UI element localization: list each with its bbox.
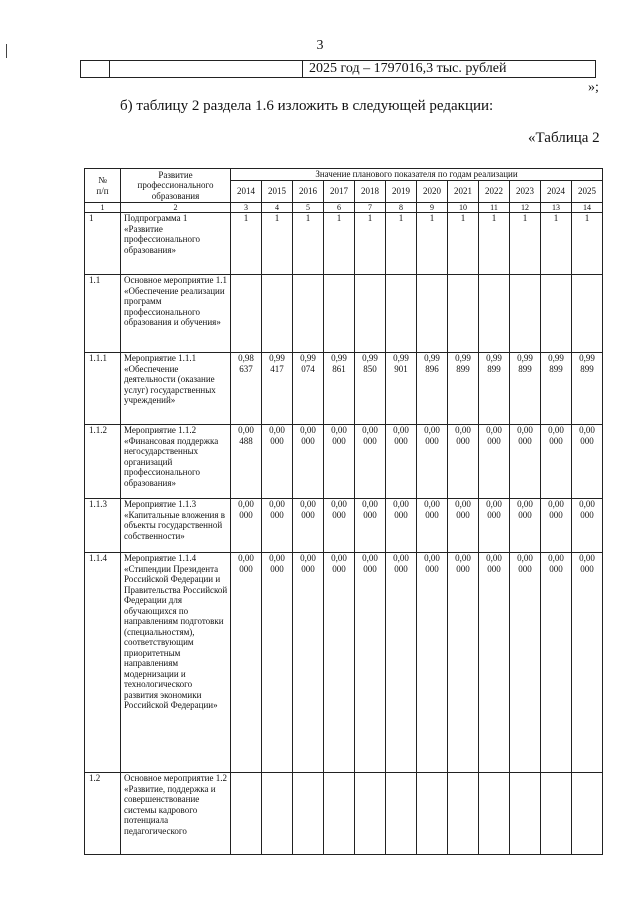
row-value: 0,00 000: [231, 553, 262, 773]
row-value: [479, 275, 510, 353]
column-index: 7: [355, 203, 386, 213]
row-value: 1: [510, 213, 541, 275]
row-value: [448, 275, 479, 353]
row-value: 0,00 000: [262, 553, 293, 773]
amendment-paragraph: б) таблицу 2 раздела 1.6 изложить в следующей редакции:: [120, 98, 494, 114]
row-number: 1.1.2: [85, 425, 121, 499]
row-number: 1.1: [85, 275, 121, 353]
header-year: 2015: [262, 181, 293, 203]
row-value: 0,00 000: [479, 499, 510, 553]
row-value: [231, 773, 262, 855]
row-value: 0,00 000: [293, 425, 324, 499]
row-value: 0,00 000: [262, 425, 293, 499]
row-value: 0,00 000: [324, 499, 355, 553]
row-value: [355, 773, 386, 855]
table-row: [85, 499, 603, 553]
row-value: [355, 275, 386, 353]
row-number: 1.1.3: [85, 499, 121, 553]
column-index: 9: [417, 203, 448, 213]
row-value: 0,00 000: [572, 425, 603, 499]
header-year-group: Значение планового показателя по годам реализации: [231, 169, 603, 181]
row-value: 0,00 000: [572, 553, 603, 773]
previous-table-fragment: [80, 60, 596, 78]
row-value: [572, 773, 603, 855]
row-value: [324, 773, 355, 855]
row-value: 0,00 000: [231, 499, 262, 553]
row-value: 1: [541, 213, 572, 275]
column-index: 3: [231, 203, 262, 213]
row-value: 0,00 000: [324, 425, 355, 499]
header-year: 2016: [293, 181, 324, 203]
row-value: [479, 773, 510, 855]
row-value: [293, 773, 324, 855]
closing-mark: »;: [588, 80, 599, 95]
row-value: [541, 275, 572, 353]
row-value: 0,99 899: [572, 353, 603, 425]
row-value: 1: [448, 213, 479, 275]
row-value: 0,99 850: [355, 353, 386, 425]
row-name: Мероприятие 1.1.1 «Обеспечение деятельности (оказание услуг) государственных учреждений»: [121, 353, 231, 425]
row-value: 0,00 488: [231, 425, 262, 499]
row-value: [510, 275, 541, 353]
row-name: Мероприятие 1.1.2 «Финансовая поддержка негосударственных организаций профессионального образования»: [121, 425, 231, 499]
row-value: 0,00 000: [355, 553, 386, 773]
row-value: 0,00 000: [355, 425, 386, 499]
row-value: 0,00 000: [386, 499, 417, 553]
row-value: 0,00 000: [448, 425, 479, 499]
row-value: 0,98 637: [231, 353, 262, 425]
row-value: 0,99 074: [293, 353, 324, 425]
table-row: [85, 553, 603, 773]
row-number: 1.1.4: [85, 553, 121, 773]
header-name: Развитие профессионального образования: [121, 169, 231, 203]
row-value: 0,00 000: [572, 499, 603, 553]
row-name: Основное мероприятие 1.1 «Обеспечение реализации программ профессионального образования и обучения»: [121, 275, 231, 353]
row-number: 1.1.1: [85, 353, 121, 425]
header-year: 2022: [479, 181, 510, 203]
row-value: 1: [262, 213, 293, 275]
header-number: № п/п: [85, 169, 121, 203]
header-year: 2017: [324, 181, 355, 203]
row-value: 0,00 000: [417, 553, 448, 773]
row-value: [324, 275, 355, 353]
row-value: [262, 773, 293, 855]
row-value: 1: [355, 213, 386, 275]
column-index: 2: [121, 203, 231, 213]
column-index: 8: [386, 203, 417, 213]
row-value: [386, 773, 417, 855]
table-row: [85, 353, 603, 425]
row-value: 0,00 000: [479, 553, 510, 773]
column-index: 1: [85, 203, 121, 213]
column-index: 4: [262, 203, 293, 213]
row-value: 0,00 000: [293, 499, 324, 553]
row-name: Основное мероприятие 1.2 «Развитие, поддержка и совершенствование системы кадрового потенциала педагогического: [121, 773, 231, 855]
header-year: 2019: [386, 181, 417, 203]
table-label: «Таблица 2: [528, 130, 600, 146]
row-value: 1: [324, 213, 355, 275]
header-year: 2023: [510, 181, 541, 203]
table-row: [85, 773, 603, 855]
row-value: 0,99 901: [386, 353, 417, 425]
column-index: 13: [541, 203, 572, 213]
row-value: [541, 773, 572, 855]
table-row: [85, 275, 603, 353]
row-name: Мероприятие 1.1.4 «Стипендии Президента Российской Федерации и Правительства Российской Федерации для обучающихся по направлениям подготовки (специальностям), соответствующим приоритетным направлениям модернизации и технологического развития экономики Российской Федерации»: [121, 553, 231, 773]
row-value: 0,00 000: [510, 553, 541, 773]
row-value: 0,00 000: [262, 499, 293, 553]
row-value: [572, 275, 603, 353]
row-value: 0,00 000: [479, 425, 510, 499]
row-value: 1: [479, 213, 510, 275]
row-number: 1.2: [85, 773, 121, 855]
row-value: [448, 773, 479, 855]
row-value: 1: [231, 213, 262, 275]
table-row: [85, 425, 603, 499]
row-value: 0,00 000: [386, 553, 417, 773]
column-index: 10: [448, 203, 479, 213]
row-value: 0,99 899: [479, 353, 510, 425]
row-value: [386, 275, 417, 353]
row-value: 0,00 000: [417, 499, 448, 553]
column-index: 12: [510, 203, 541, 213]
fragment-cell-empty: [81, 61, 110, 78]
row-value: 0,00 000: [293, 553, 324, 773]
page-number: 3: [316, 38, 324, 53]
row-number: 1: [85, 213, 121, 275]
column-index: 6: [324, 203, 355, 213]
column-index: 11: [479, 203, 510, 213]
row-value: [417, 275, 448, 353]
header-year: 2025: [572, 181, 603, 203]
row-name: Подпрограмма 1 «Развитие профессионального образования»: [121, 213, 231, 275]
row-value: 0,00 000: [541, 499, 572, 553]
header-year: 2021: [448, 181, 479, 203]
row-value: 0,00 000: [324, 553, 355, 773]
row-value: [293, 275, 324, 353]
row-value: 1: [572, 213, 603, 275]
row-value: [262, 275, 293, 353]
header-year: 2020: [417, 181, 448, 203]
indicator-table: [84, 168, 603, 855]
row-value: 0,00 000: [448, 553, 479, 773]
row-value: 0,99 896: [417, 353, 448, 425]
row-value: 0,99 417: [262, 353, 293, 425]
row-value: 0,00 000: [541, 425, 572, 499]
row-value: 0,00 000: [386, 425, 417, 499]
row-value: 0,00 000: [510, 499, 541, 553]
column-index: 14: [572, 203, 603, 213]
row-value: 1: [293, 213, 324, 275]
row-value: 0,99 861: [324, 353, 355, 425]
row-value: 0,99 899: [510, 353, 541, 425]
header-year: 2024: [541, 181, 572, 203]
row-value: 0,00 000: [355, 499, 386, 553]
row-value: 0,00 000: [510, 425, 541, 499]
fragment-cell-empty: [110, 61, 303, 78]
fragment-cell-text: 2025 год – 1797016,3 тыс. рублей: [303, 61, 596, 78]
row-value: 0,00 000: [541, 553, 572, 773]
table-row: [85, 213, 603, 275]
margin-mark: [6, 44, 7, 58]
column-index: 5: [293, 203, 324, 213]
row-value: [231, 275, 262, 353]
row-value: 0,99 899: [541, 353, 572, 425]
row-value: [417, 773, 448, 855]
row-value: 0,00 000: [448, 499, 479, 553]
row-value: 0,00 000: [417, 425, 448, 499]
row-value: 1: [386, 213, 417, 275]
row-name: Мероприятие 1.1.3 «Капитальные вложения в объекты государственной собственности»: [121, 499, 231, 553]
row-value: [510, 773, 541, 855]
header-year: 2018: [355, 181, 386, 203]
row-value: 0,99 899: [448, 353, 479, 425]
header-year: 2014: [231, 181, 262, 203]
row-value: 1: [417, 213, 448, 275]
